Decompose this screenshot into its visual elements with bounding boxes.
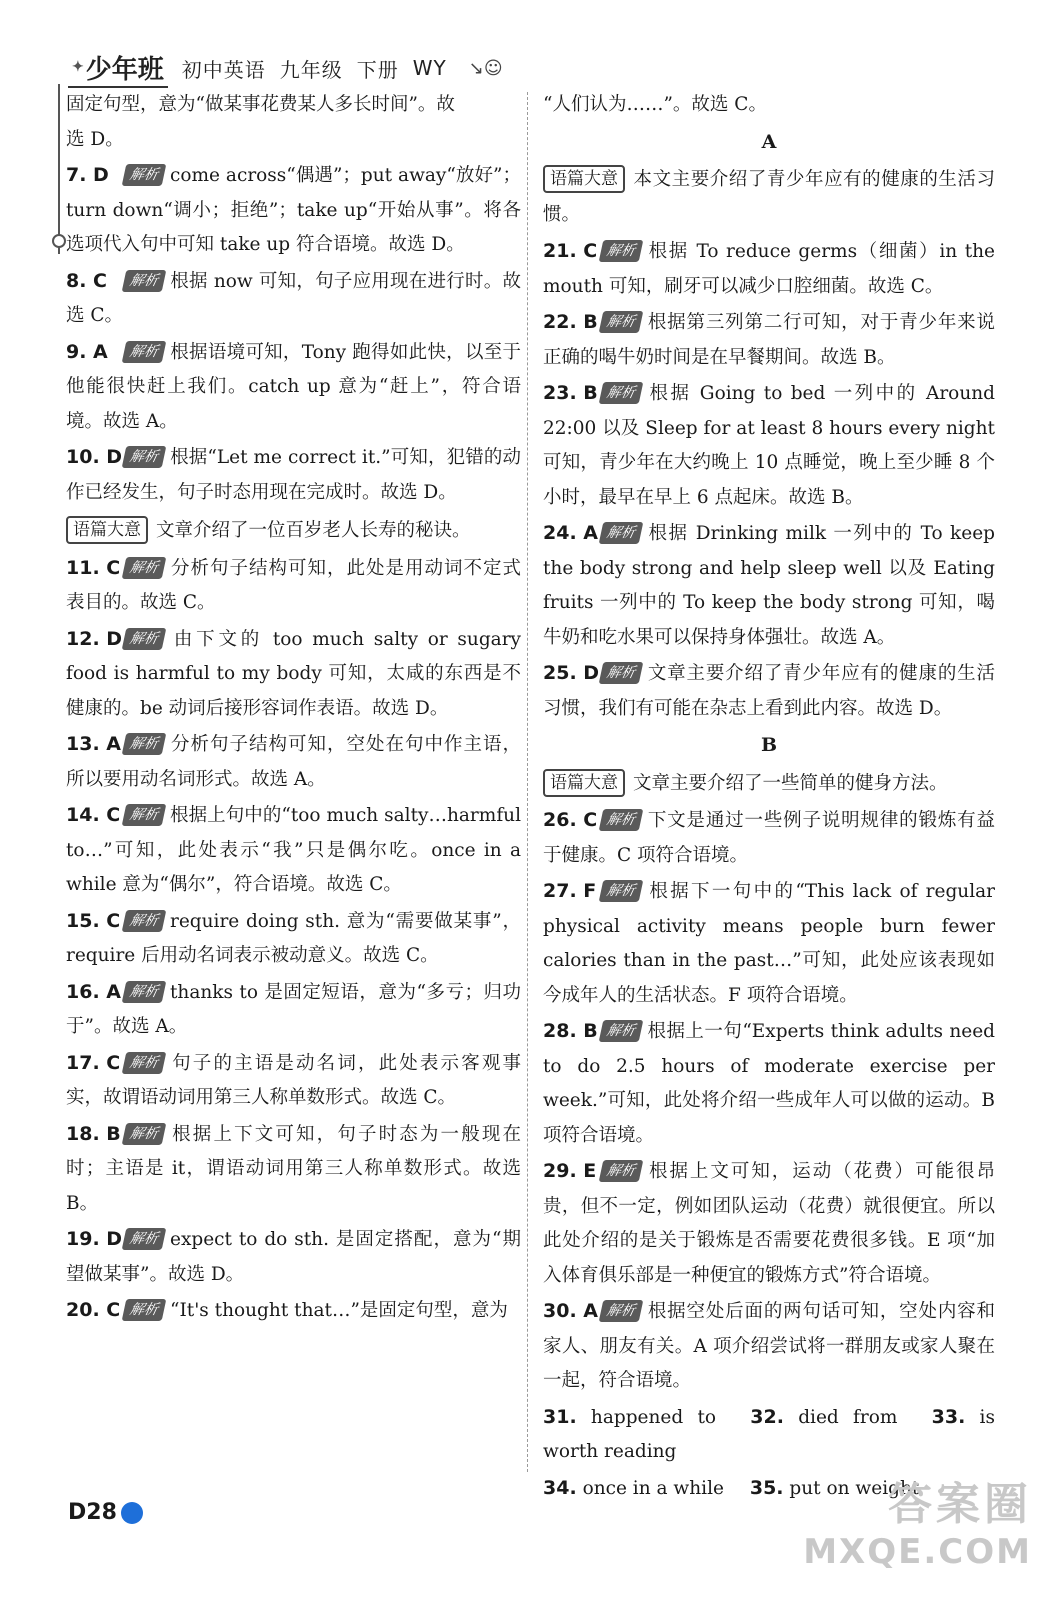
answer-explanation: expect to do sth. 是固定搭配，意为“期望做某事”。故选 D。 (66, 1229, 521, 1285)
watermark-line: 答案圈 (888, 1479, 1032, 1530)
summary-label: 语篇大意 (543, 165, 625, 193)
answer-item (66, 335, 521, 440)
answer-number: 30. A (543, 1300, 598, 1322)
answer-explanation: 分析句子结构可知，空处在句中作主语，所以要用动名词形式。故选 A。 (66, 734, 521, 790)
analysis-badge: 解析 (599, 240, 644, 262)
analysis-badge: 解析 (599, 1020, 644, 1042)
analysis-badge: 解析 (122, 341, 167, 363)
answer-item (543, 874, 995, 1013)
answer-explanation: 分析句子结构可知，此处是用动词不定式表目的。故选 C。 (66, 557, 521, 613)
doodle-icon: ↘☺ (468, 57, 503, 79)
answer-item (543, 1294, 995, 1399)
answer-item (66, 1117, 521, 1222)
answer-explanation: 根据“Let me correct it.”可知，犯错的动作已经发生，句子时态用现在完成时。故选 D。 (66, 447, 521, 503)
brand-deco-icon: ✦ (72, 59, 84, 75)
analysis-badge: 解析 (122, 446, 167, 468)
analysis-badge: 解析 (599, 382, 644, 404)
analysis-badge: 解析 (122, 1052, 167, 1074)
header-subject: 初中英语 (181, 57, 266, 82)
analysis-badge: 解析 (599, 809, 644, 831)
analysis-badge: 解析 (599, 1300, 644, 1322)
answer-number: 16. A (66, 980, 121, 1003)
analysis-badge: 解析 (122, 557, 167, 579)
continued-line: 选 D。 (66, 128, 124, 150)
answer-number: 29. E (543, 1160, 597, 1182)
passage-summary (543, 163, 995, 232)
answer-item (543, 234, 995, 304)
answer-number: 26. C (543, 809, 598, 831)
analysis-badge: 解析 (122, 1123, 167, 1145)
answer-number: 33. (931, 1405, 966, 1428)
brand-logo (68, 49, 168, 88)
answer-explanation: 根据上下文可知，句子时态为一般现在时；主语是 it，谓语动词用第三人称单数形式。故选 B。 (66, 1123, 521, 1214)
answer-item (66, 975, 521, 1045)
answer-number: 11. C (66, 556, 121, 579)
analysis-badge: 解析 (122, 910, 167, 932)
analysis-badge: 解析 (122, 804, 167, 826)
summary-text: 文章主要介绍了一些简单的健身方法。 (633, 772, 948, 794)
answer-number: 9. A (66, 340, 108, 363)
answer-number: 18. B (66, 1122, 121, 1145)
answer-number: 28. B (543, 1020, 598, 1042)
answer-number: 19. D (66, 1228, 123, 1250)
answer-number: 12. D (66, 627, 123, 650)
analysis-badge: 解析 (122, 628, 167, 650)
answer-explanation: 根据第三列第二行可知，对于青少年来说正确的喝牛奶时间是在早餐期间。故选 B。 (543, 312, 995, 368)
answer-item (66, 904, 521, 974)
analysis-badge: 解析 (122, 164, 167, 186)
answer-item (66, 551, 521, 621)
summary-text: 文章介绍了一位百岁老人长寿的秘诀。 (156, 520, 471, 541)
summary-label: 语篇大意 (66, 516, 148, 544)
answer-item (66, 622, 521, 727)
publisher-logo-icon (121, 1502, 143, 1524)
page-header (68, 48, 568, 88)
continued-text (66, 88, 521, 157)
answer-number: 22. B (543, 311, 598, 333)
answer-explanation: 根据下一句中的“This lack of regular physical activity means people burn fewer calories than in the past…”可知，此处应该表现如今成年人的生活状态。F 项符合语境。 (543, 881, 995, 1006)
analysis-badge: 解析 (599, 880, 644, 902)
left-decor-dot-icon (52, 234, 66, 248)
analysis-badge: 解析 (122, 270, 167, 292)
column-divider (527, 92, 528, 1472)
answer-item (543, 305, 995, 375)
answer-item (543, 656, 995, 726)
answer-explanation: 根据上一句“Experts think adults need to do 2.5 hours of moderate exercise per week.”可知，此处将介绍一些成年人可以做的运动。B 项符合语境。 (543, 1021, 995, 1146)
answer-explanation: 根据上句中的“too much salty…harmful to…”可知，此处表示“我”只是偶尔吃。once in a while 意为“偶尔”，符合语境。故选 C。 (66, 805, 521, 895)
answer-item (543, 803, 995, 873)
brand-name: 少年班 (85, 54, 164, 85)
answer-item (66, 1222, 521, 1292)
answer-number: 14. C (66, 804, 121, 826)
answer-explanation: 根据语境可知，Tony 跑得如此快，以至于他能很快赶上我们。catch up 意为“赶上”，符合语境。故选 A。 (66, 341, 521, 432)
answer-number: 24. A (543, 522, 598, 544)
fill-blank-answers (543, 1400, 995, 1470)
answer-explanation: come across“偶遇”；put away“放好”；turn down“调小；拒绝”；take up“开始从事”。将各选项代入句中可知 take up 符合语境。故选 D。 (66, 165, 521, 255)
header-volume: 下册 (356, 57, 399, 82)
analysis-badge: 解析 (122, 1299, 167, 1321)
answer-item (543, 516, 995, 655)
answer-item (66, 440, 521, 510)
analysis-badge: 解析 (122, 1228, 167, 1250)
answer-item (543, 376, 995, 515)
section-heading-b: B (760, 734, 778, 756)
page-number: D28 (68, 1500, 117, 1525)
header-edition: WY (412, 56, 447, 80)
summary-text: 本文主要介绍了青少年应有的健康的生活习惯。 (543, 169, 995, 225)
answer-number: 23. B (543, 382, 598, 404)
answer-explanation: 根据上文可知，运动（花费）可能很昂贵，但不一定，例如团队运动（花费）就很便宜。所以此处介绍的是关于锻炼是否需要花费很多钱。E 项“加入体育俱乐部是一种便宜的锻炼方式”符合语境。 (543, 1161, 995, 1286)
blank-answer: died from (798, 1406, 898, 1428)
answer-explanation: 下文是通过一些例子说明规律的锻炼有益于健康。C 项符合语境。 (543, 810, 995, 866)
answer-explanation: thanks to 是固定短语，意为“多亏；归功于”。故选 A。 (66, 981, 521, 1037)
answer-item (66, 1046, 521, 1116)
answer-number: 35. (749, 1476, 784, 1499)
answer-number: 13. A (66, 733, 121, 755)
left-column (66, 88, 521, 1330)
answer-item (543, 1014, 995, 1153)
answer-explanation: 文章主要介绍了青少年应有的健康的生活习惯，我们有可能在杂志上看到此内容。故选 D。 (543, 663, 995, 719)
answer-number: 21. C (543, 240, 598, 262)
continued-line: 固定句型，意为“做某事花费某人多长时间”。故 (66, 94, 455, 115)
answer-number: 17. C (66, 1051, 121, 1074)
analysis-badge: 解析 (599, 662, 644, 684)
answer-item (66, 158, 521, 263)
answer-explanation: “It's thought that…”是固定句型，意为 (170, 1300, 508, 1321)
passage-summary (66, 514, 521, 549)
analysis-badge: 解析 (122, 733, 167, 755)
answer-number: 15. C (66, 909, 121, 932)
answer-number: 25. D (543, 662, 600, 684)
answer-number: 8. C (66, 269, 107, 292)
answer-item (66, 264, 521, 334)
watermark-line: MXQE.COM (803, 1532, 1032, 1572)
answer-explanation: 根据 To reduce germs（细菌）in the mouth 可知，刷牙可以减少口腔细菌。故选 C。 (543, 241, 995, 297)
analysis-badge: 解析 (599, 311, 644, 333)
answer-explanation: 根据 Drinking milk 一列中的 To keep the body strong and help sleep well 以及 Eating fruits 一列中的 To keep the body strong 可知，喝牛奶和吃水果可以保持身体强壮。故选 A。 (543, 523, 995, 648)
answer-item (66, 1293, 521, 1329)
answer-number: 32. (750, 1405, 784, 1428)
answer-number: 34. (543, 1476, 577, 1499)
continued-text: “人们认为……”。故选 C。 (543, 94, 767, 115)
answer-number: 31. (543, 1405, 577, 1428)
analysis-badge: 解析 (599, 522, 644, 544)
answer-explanation: require doing sth. 意为“需要做某事”，require 后用动名词表示被动意义。故选 C。 (66, 910, 521, 966)
blank-answer: happened to (590, 1406, 717, 1428)
blank-answer: put on weight (789, 1477, 920, 1499)
passage-summary (543, 767, 995, 802)
answer-explanation: 句子的主语是动名词，此处表示客观事实，故谓语动词用第三人称单数形式。故选 C。 (66, 1052, 521, 1108)
answer-number: 7. D (66, 164, 109, 186)
answer-number: 27. F (543, 880, 597, 902)
section-heading-a: A (761, 130, 777, 153)
left-decor-rule (58, 84, 60, 254)
right-column (543, 88, 995, 1507)
header-grade: 九年级 (279, 57, 343, 82)
answer-explanation: 根据 Going to bed 一列中的 Around 22:00 以及 Sleep for at least 8 hours every night 可知，青少年在大约晚上 10 点睡觉，晚上至少睡 8 个小时，最早在早上 6 点起床。故选 B。 (543, 383, 995, 508)
answer-number: 10. D (66, 446, 123, 468)
answer-explanation: 根据空处后面的两句话可知，空处内容和家人、朋友有关。A 项介绍尝试将一群朋友或家人聚在一起，符合语境。 (543, 1301, 995, 1391)
answer-explanation: 由下文的 too much salty or sugary food is harmful to my body 可知，太咸的东西是不健康的。be 动词后接形容词作表语。故选 D。 (66, 628, 521, 719)
analysis-badge: 解析 (599, 1160, 644, 1182)
watermark (803, 1468, 1032, 1572)
blank-answer: is worth reading (543, 1406, 995, 1462)
analysis-badge: 解析 (122, 981, 167, 1003)
answer-explanation: 根据 now 可知，句子应用现在进行时。故选 C。 (66, 270, 521, 326)
answer-item (543, 1154, 995, 1293)
answer-number: 20. C (66, 1299, 121, 1321)
page-footer (68, 1500, 143, 1525)
blank-answer: once in a while (582, 1477, 724, 1499)
answer-item (66, 727, 521, 797)
summary-label: 语篇大意 (543, 769, 625, 797)
answer-item (66, 798, 521, 903)
